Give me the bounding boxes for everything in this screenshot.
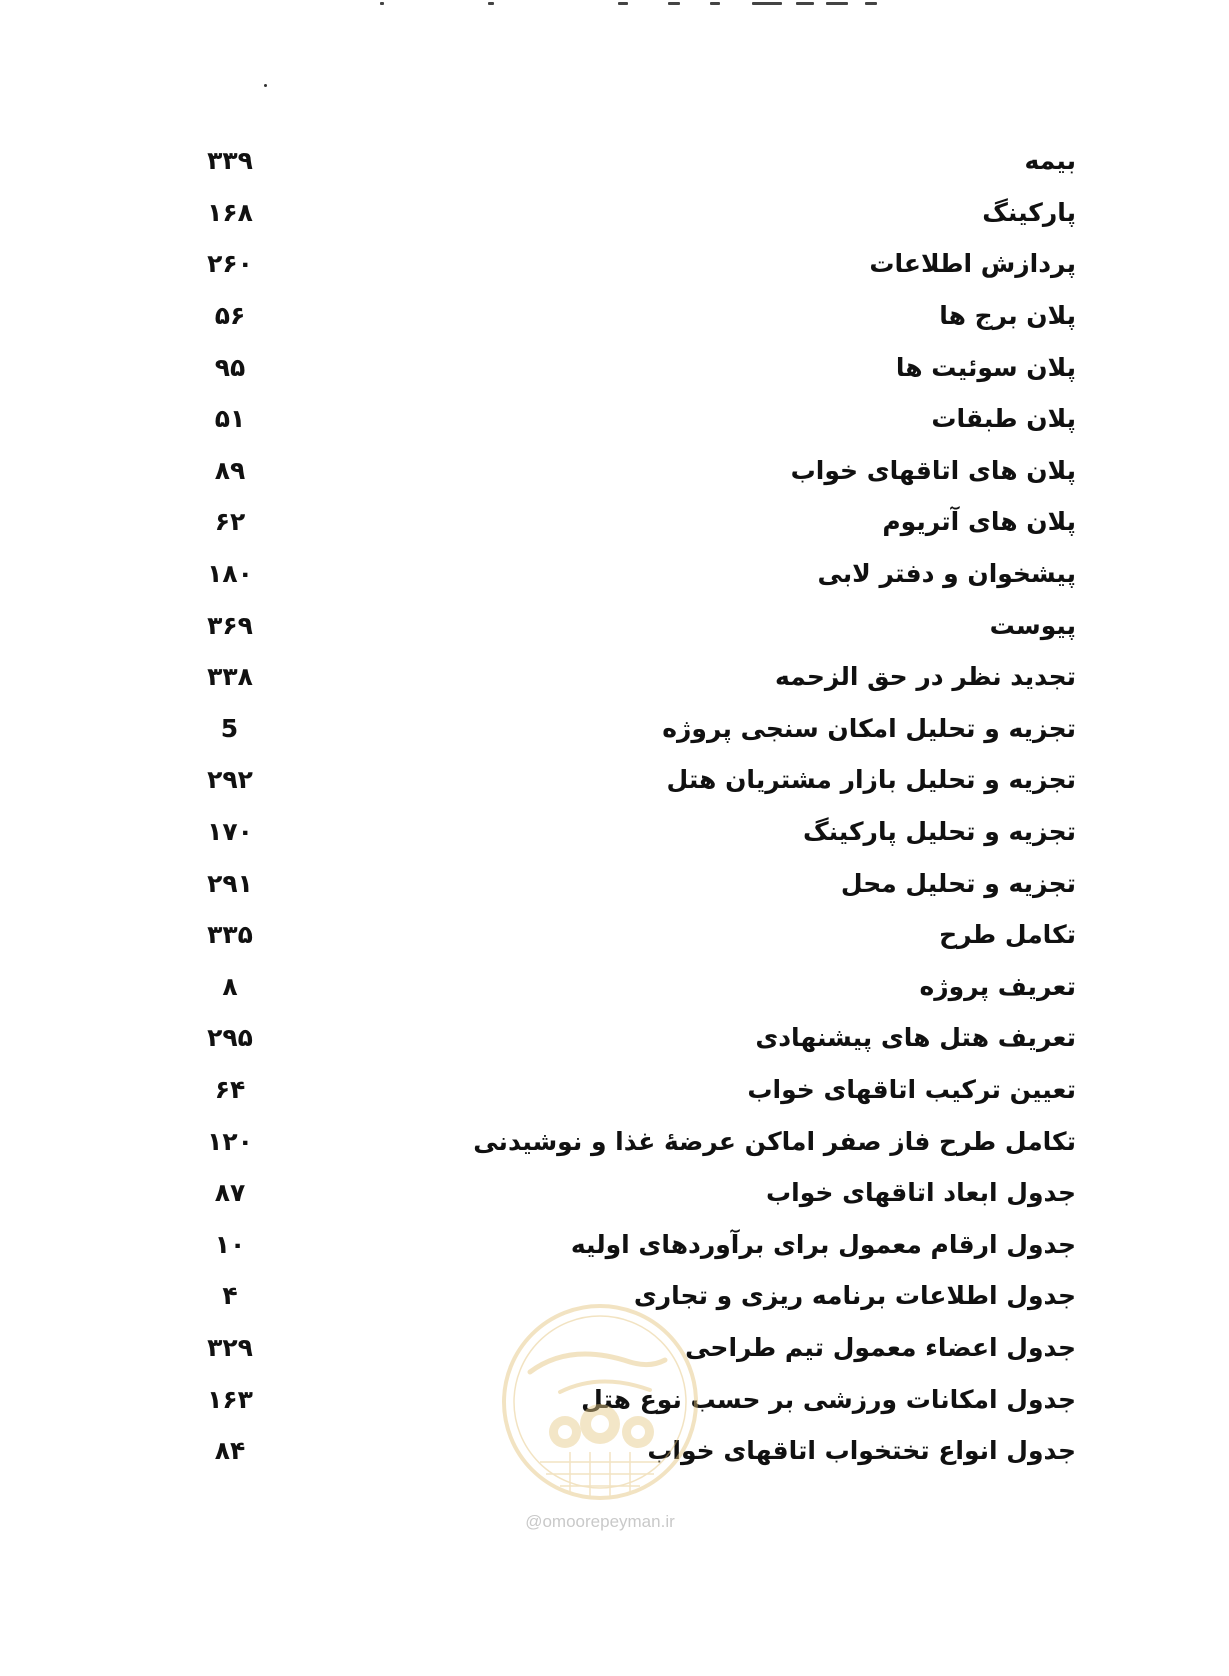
index-term: پیشخوان و دفتر لابی bbox=[817, 559, 1076, 589]
index-entry bbox=[190, 496, 1090, 548]
index-term: پلان طبقات bbox=[931, 404, 1076, 434]
index-term: تجزیه و تحلیل امکان سنجی پروژه bbox=[662, 713, 1076, 743]
index-page-number: ۲۶۰ bbox=[207, 249, 253, 279]
index-entry bbox=[190, 393, 1090, 445]
index-page-number: ۱۶۳ bbox=[207, 1384, 253, 1414]
index-term: جدول انواع تختخواب اتاقهای خواب bbox=[647, 1436, 1076, 1466]
index-page-number: 5 bbox=[220, 713, 240, 743]
index-page-number: ۵۶ bbox=[214, 301, 246, 331]
index-entry bbox=[190, 341, 1090, 393]
index-page-number: ۸۴ bbox=[214, 1436, 246, 1466]
index-page-number: ۱۲۰ bbox=[207, 1126, 253, 1156]
index-entry bbox=[190, 857, 1090, 909]
index-term: تعریف پروژه bbox=[919, 971, 1076, 1001]
index-entry bbox=[190, 1373, 1090, 1425]
index-page-number: ۶۴ bbox=[214, 1074, 246, 1104]
index-page-number: ۸۷ bbox=[214, 1178, 246, 1208]
index-page-number: ۹۵ bbox=[214, 352, 246, 382]
index-entry bbox=[190, 909, 1090, 961]
index-entry bbox=[190, 651, 1090, 703]
watermark-caption: @omoorepeyman.ir bbox=[525, 1512, 675, 1531]
index-entry bbox=[190, 445, 1090, 497]
index-term: جدول ارقام معمول برای برآوردهای اولیه bbox=[570, 1229, 1076, 1259]
index-page-number: ۲۹۲ bbox=[207, 765, 253, 795]
index-term: پلان سوئیت ها bbox=[895, 352, 1076, 382]
index-entry bbox=[190, 187, 1090, 239]
index-term: تعریف هتل های پیشنهادی bbox=[755, 1023, 1076, 1053]
index-entry bbox=[190, 135, 1090, 187]
index-page-number: ۵۱ bbox=[214, 404, 246, 434]
index-page-number: ۱۶۸ bbox=[207, 197, 253, 227]
index-term: تکامل طرح bbox=[939, 920, 1076, 950]
index-page-number: ۳۳۸ bbox=[207, 662, 253, 692]
index-page-number: ۲۹۵ bbox=[207, 1023, 253, 1053]
index-term: تکامل طرح فاز صفر اماکن عرضهٔ غذا و نوشیدنی bbox=[473, 1126, 1076, 1156]
index-term: پارکینگ bbox=[982, 197, 1076, 227]
index-entry bbox=[190, 961, 1090, 1013]
index-term: پلان های اتاقهای خواب bbox=[790, 455, 1076, 485]
index-page-number: ۳۳۵ bbox=[207, 920, 253, 950]
index-entry bbox=[190, 290, 1090, 342]
index-entry bbox=[190, 548, 1090, 600]
index-term: بیمه bbox=[1024, 146, 1076, 176]
index-term: پیوست bbox=[989, 610, 1076, 640]
index-term: جدول امکانات ورزشی بر حسب نوع هتل bbox=[581, 1384, 1076, 1414]
index-entry bbox=[190, 599, 1090, 651]
index-term: پلان برج ها bbox=[939, 301, 1076, 331]
index-page-number: ۱۷۰ bbox=[207, 817, 253, 847]
index-page-number: ۶۲ bbox=[214, 507, 246, 537]
index-entry bbox=[190, 1322, 1090, 1374]
index-term: جدول ابعاد اتاقهای خواب bbox=[766, 1178, 1076, 1208]
index-page-number: ۳۲۹ bbox=[207, 1332, 253, 1362]
index-page-number: ۱۰ bbox=[214, 1229, 246, 1259]
index-entry bbox=[190, 1012, 1090, 1064]
index-term: پردازش اطلاعات bbox=[869, 249, 1076, 279]
index-entry bbox=[190, 1270, 1090, 1322]
index-term: جدول اطلاعات برنامه ریزی و تجاری bbox=[633, 1281, 1076, 1311]
index-page-number: ۸ bbox=[222, 971, 238, 1001]
index-page-number: ۲۹۱ bbox=[207, 868, 253, 898]
index-page-number: ۴ bbox=[222, 1281, 238, 1311]
index-entry bbox=[190, 1115, 1090, 1167]
index-entry bbox=[190, 1167, 1090, 1219]
index-term: پلان های آتریوم bbox=[882, 507, 1076, 537]
index-term: جدول اعضاء معمول تیم طراحی bbox=[685, 1332, 1076, 1362]
index-entry bbox=[190, 703, 1090, 755]
index-page-number: ۸۹ bbox=[214, 455, 246, 485]
index-term: تعیین ترکیب اتاقهای خواب bbox=[747, 1074, 1076, 1104]
scan-dot bbox=[264, 84, 267, 87]
index-page-number: ۳۳۹ bbox=[207, 146, 253, 176]
index-entry bbox=[190, 1425, 1090, 1477]
index-entry bbox=[190, 238, 1090, 290]
index-term: تجزیه و تحلیل محل bbox=[840, 868, 1076, 898]
scan-artifacts bbox=[380, 0, 1080, 14]
index-entry bbox=[190, 806, 1090, 858]
index-entry bbox=[190, 1064, 1090, 1116]
index-page-number: ۳۶۹ bbox=[207, 610, 253, 640]
index-list bbox=[190, 135, 1090, 1476]
index-term: تجزیه و تحلیل بازار مشتریان هتل bbox=[666, 765, 1076, 795]
index-term: تجدید نظر در حق الزحمه bbox=[774, 662, 1076, 692]
index-entry bbox=[190, 754, 1090, 806]
index-term: تجزیه و تحلیل پارکینگ bbox=[803, 817, 1076, 847]
index-entry bbox=[190, 1218, 1090, 1270]
index-page-number: ۱۸۰ bbox=[207, 559, 253, 589]
